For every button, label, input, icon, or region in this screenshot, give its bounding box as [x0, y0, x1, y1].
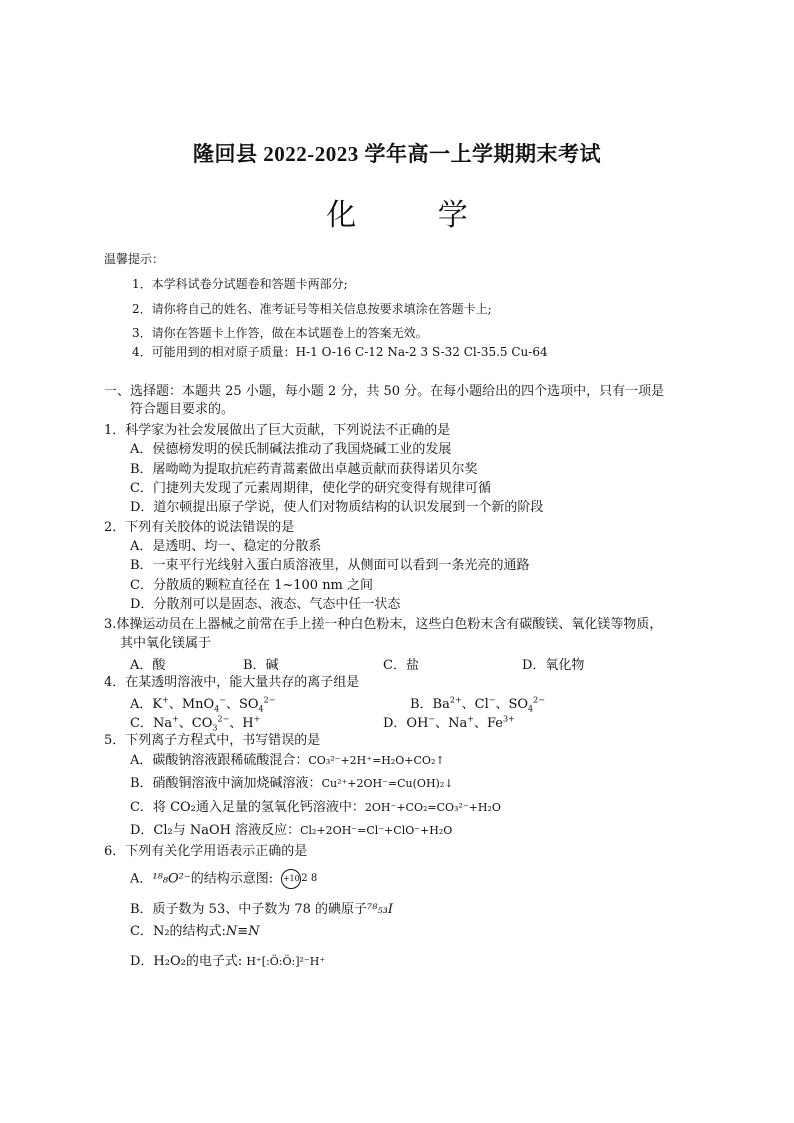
atom-structure-diagram: +10	[281, 869, 301, 889]
electron-formula: H⁺[:Ö:Ö:]²⁻H⁺	[246, 955, 326, 968]
electron-shell-numbers: 2 8	[301, 873, 318, 884]
question-6-option-a: A．¹⁸₈O²⁻的结构示意图: +10 2 8	[130, 869, 317, 889]
question-1-option-a: A．侯德榜发明的侯氏制碱法推动了我国烧碱工业的发展	[130, 442, 452, 457]
question-1-option-b: B．屠呦呦为提取抗疟药青蒿素做出卓越贡献而获得诺贝尔奖	[130, 462, 478, 477]
question-2-option-b: B．一束平行光线射入蛋白质溶液里，从侧面可以看到一条光亮的通路	[130, 558, 530, 573]
question-3-option-a: A．酸	[130, 658, 166, 673]
equation-d: Cl₂+2OH⁻=Cl⁻+ClO⁻+H₂O	[300, 824, 453, 837]
section-heading-line1: 一、选择题：本题共 25 小题，每小题 2 分，共 50 分。在每小题给出的四个选项中，只有一项是	[104, 384, 665, 399]
question-4-option-d: D．OH−、Na+、$Fe^{3+}$	[383, 714, 515, 731]
tips-heading: 温馨提示：	[104, 252, 165, 266]
equation-b: Cu²⁺+2OH⁻=Cu(OH)₂↓	[321, 777, 454, 790]
question-4-option-c: C．Na+、$CO_3^{2-}$、H+	[130, 714, 261, 733]
question-1-option-c: C．门捷列夫发现了元素周期律，使化学的研究变得有规律可循	[130, 481, 491, 496]
exam-title: 隆回县 2022-2023 学年高一上学期期末考试	[193, 142, 601, 166]
question-5-option-c: C．将 CO₂通入足量的氢氧化钙溶液中：2OH⁻+CO₂=CO₃²⁻+H₂O	[130, 800, 501, 815]
question-3-stem-line2: 其中氧化镁属于	[120, 636, 212, 651]
iodine-symbol: ⁷⁸₅₃I	[367, 902, 394, 917]
question-6-option-d: D．H₂O₂的电子式: H⁺[:Ö:Ö:]²⁻H⁺	[130, 954, 326, 969]
equation-a: CO₃²⁻+2H⁺=H₂O+CO₂↑	[308, 754, 445, 767]
question-5-option-b: B．硝酸铜溶液中滴加烧碱溶液：Cu²⁺+2OH⁻=Cu(OH)₂↓	[130, 776, 454, 791]
question-3-option-c: C．盐	[383, 658, 419, 673]
question-1-stem: 1．科学家为社会发展做出了巨大贡献，下列说法不正确的是	[104, 423, 451, 438]
ion-symbol: ¹⁸₈O²⁻	[152, 871, 191, 887]
question-4-stem: 4．在某透明溶液中，能大量共存的离子组是	[104, 675, 360, 690]
question-4-option-b: B．$Ba^{2+}$、Cl−、$SO_4^{2-}$	[410, 695, 545, 714]
question-3-option-b: B．碱	[243, 658, 279, 673]
tip-item-2: 2．请你将自己的姓名、准考证号等相关信息按要求填涂在答题卡上;	[132, 302, 492, 316]
section-heading-line2: 符合题目要求的。	[130, 402, 235, 417]
question-2-option-d: D．分散剂可以是固态、液态、气态中任一状态	[130, 597, 401, 612]
question-1-option-d: D．道尔顿提出原子学说，使人们对物质结构的认识发展到一个新的阶段	[130, 500, 544, 515]
question-5-stem: 5．下列离子方程式中，书写错误的是	[104, 733, 321, 748]
question-2-stem: 2．下列有关胶体的说法错误的是	[104, 520, 295, 535]
question-6-stem: 6．下列有关化学用语表示正确的是	[104, 844, 308, 859]
question-3-option-d: D．氧化物	[522, 658, 585, 673]
question-6-option-c: C．N₂的结构式:N≡N	[130, 924, 260, 939]
question-2-option-a: A．是透明、均一、稳定的分散系	[130, 539, 322, 554]
equation-c: 2OH⁻+CO₂=CO₃²⁻+H₂O	[364, 801, 501, 814]
question-2-option-c: C．分散质的颗粒直径在 1~100 nm 之间	[130, 578, 374, 593]
subject-title: 化 学	[326, 198, 504, 233]
tip-item-4: 4．可能用到的相对原子质量：H-1 O-16 C-12 Na-2 3 S-32 Cl-35.5 Cu-64	[132, 345, 548, 359]
question-6-option-b: B．质子数为 53、中子数为 78 的碘原子⁷⁸₅₃I	[130, 902, 394, 917]
question-3-stem-line1: 3.体操运动员在上器械之前常在手上搓一种白色粉末，这些白色粉末含有碳酸镁、氧化镁等物质，	[104, 617, 663, 632]
structural-formula: N≡N	[225, 924, 260, 939]
tip-item-3: 3．请你在答题卡上作答，做在本试题卷上的答案无效。	[132, 326, 428, 340]
question-5-option-d: D．Cl₂与 NaOH 溶液反应：Cl₂+2OH⁻=Cl⁻+ClO⁻+H₂O	[130, 823, 453, 838]
question-5-option-a: A．碳酸钠溶液跟稀硫酸混合：CO₃²⁻+2H⁺=H₂O+CO₂↑	[130, 753, 445, 768]
tip-item-1: 1．本学科试卷分试题卷和答题卡两部分;	[132, 277, 348, 291]
question-4-option-a: A．K+、MnO$_4$−、$SO_4^{2-}$	[130, 695, 276, 714]
